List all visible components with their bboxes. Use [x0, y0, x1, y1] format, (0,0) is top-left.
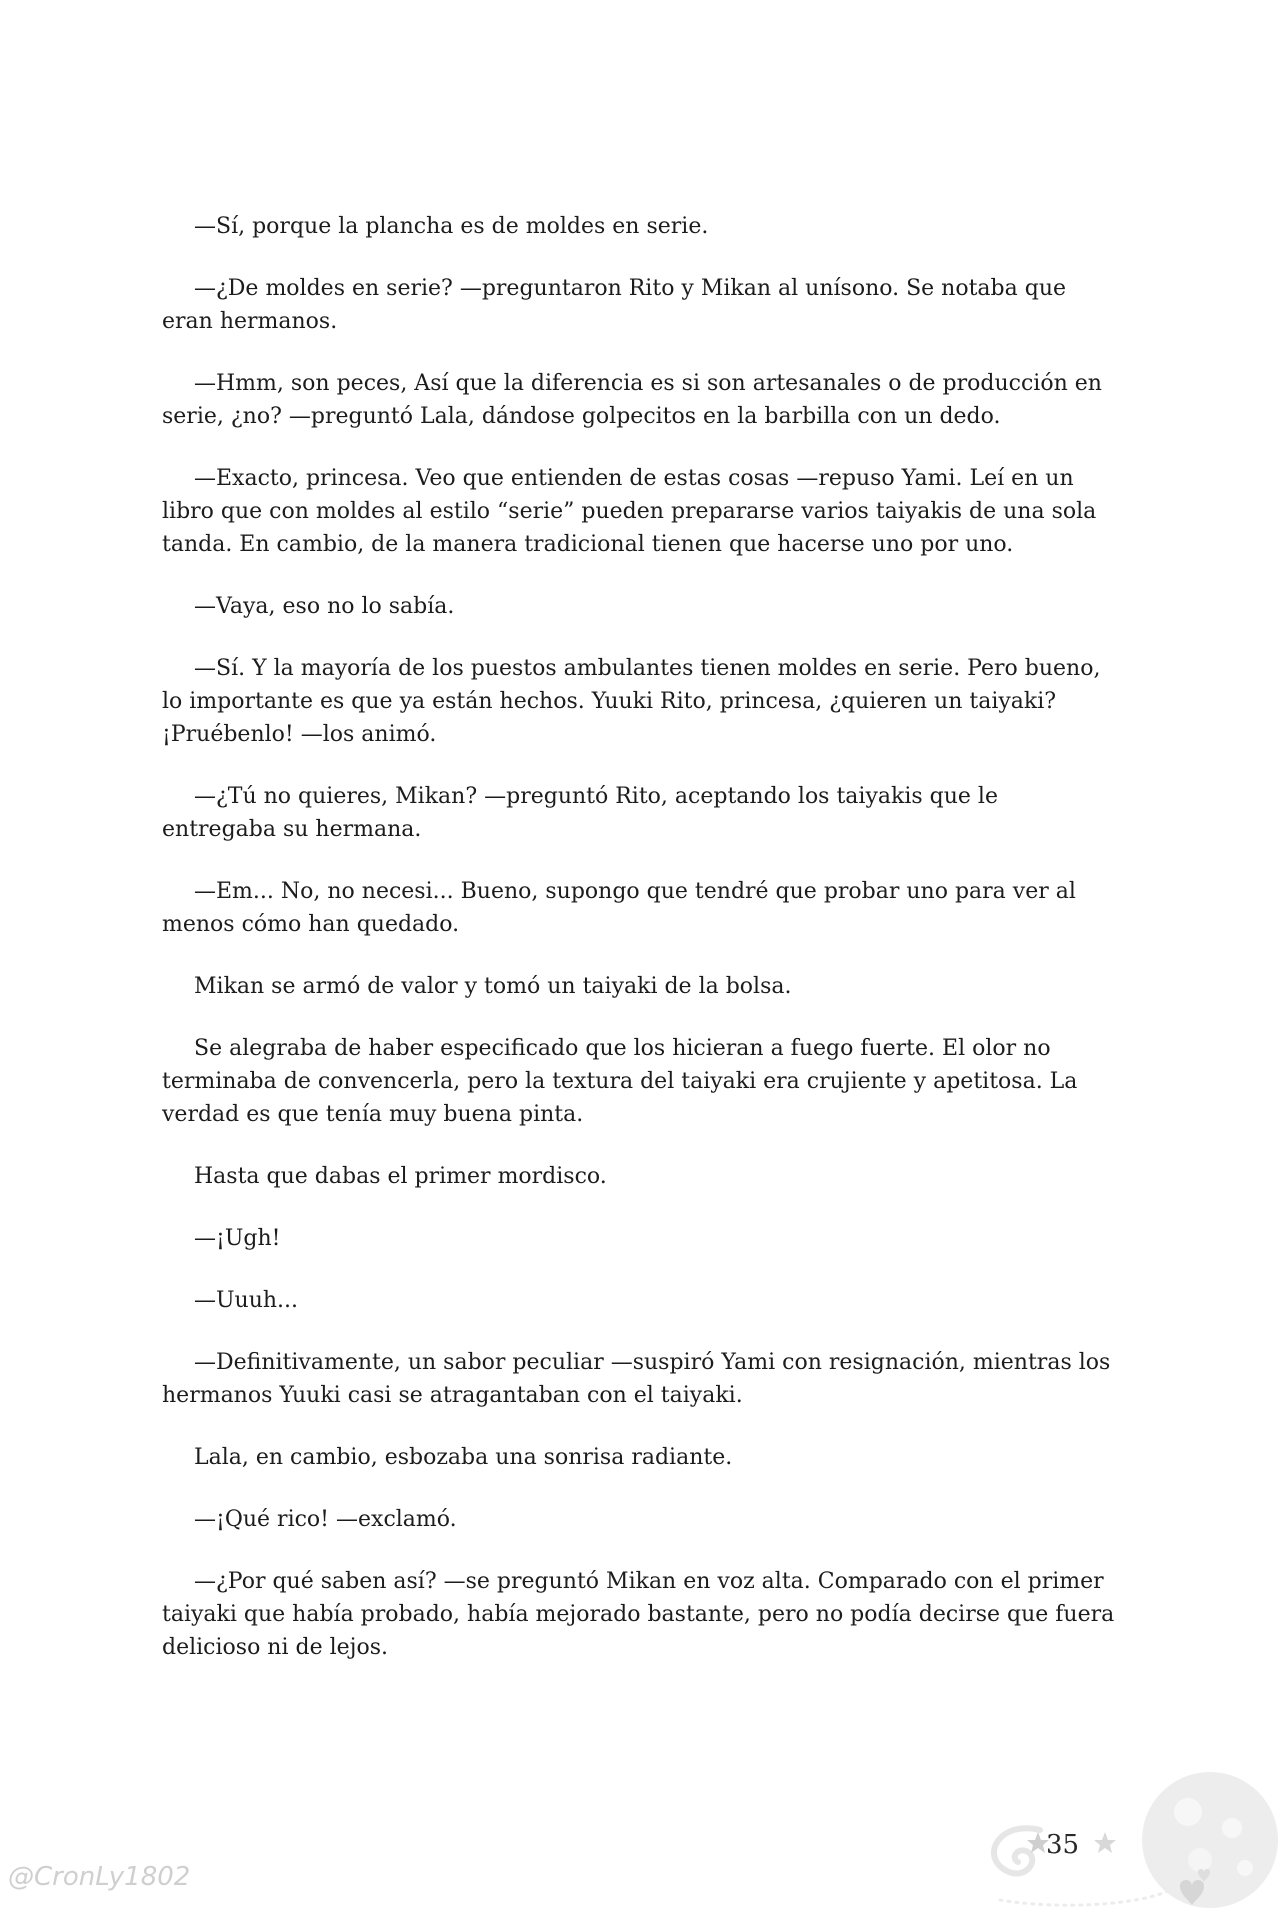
paragraph: —Definitivamente, un sabor peculiar —suspiró Yami con resignación, mientras los hermanos Yuuki casi se atragantaban con el taiyaki.	[162, 1350, 1111, 1408]
paragraph: —¿Tú no quieres, Mikan? —preguntó Rito, aceptando los taiyakis que le entregaba su hermana.	[162, 784, 998, 842]
paragraph: —Exacto, princesa. Veo que entienden de estas cosas —repuso Yami. Leí en un libro que con moldes al estilo “serie” pueden prepararse varios taiyakis de una sola tanda. En cambio, de la manera tradicional tienen que hacerse uno por uno.	[162, 466, 1097, 557]
footer-ornament	[960, 1760, 1280, 1922]
paragraph: —Em... No, no necesi... Bueno, supongo que tendré que probar uno para ver al menos cómo han quedado.	[162, 879, 1076, 937]
paragraph: Lala, en cambio, esbozaba una sonrisa radiante.	[194, 1445, 733, 1470]
paragraph: —Sí, porque la plancha es de moldes en serie.	[194, 214, 709, 239]
page-number: 35	[1046, 1830, 1080, 1860]
star-icon	[1094, 1832, 1116, 1853]
watermark: @CronLy1802	[8, 1862, 191, 1892]
dotted-line-ornament	[1000, 1890, 1170, 1905]
paragraph: Se alegraba de haber especificado que los hicieran a fuego fuerte. El olor no terminaba de convencerla, pero la textura del taiyaki era crujiente y apetitosa. La verdad es que tenía muy buena pinta.	[162, 1036, 1078, 1127]
paragraph: —¿Por qué saben así? —se preguntó Mikan en voz alta. Comparado con el primer taiyaki que había probado, había mejorado bastante, pero no podía decirse que fuera delicioso ni de lejos.	[162, 1569, 1115, 1660]
page-body	[162, 210, 1117, 1693]
paragraph: —Uuuh...	[194, 1288, 299, 1313]
paragraph: —¡Qué rico! —exclamó.	[194, 1507, 457, 1532]
paragraph: Mikan se armó de valor y tomó un taiyaki de la bolsa.	[194, 974, 792, 999]
paragraph: —Vaya, eso no lo sabía.	[194, 594, 455, 619]
paragraph: —Hmm, son peces, Así que la diferencia es si son artesanales o de producción en serie, ¿no? —preguntó Lala, dándose golpecitos en la barbilla con un dedo.	[162, 371, 1102, 429]
paragraph: Hasta que dabas el primer mordisco.	[194, 1164, 607, 1189]
paragraph: —Sí. Y la mayoría de los puestos ambulantes tienen moldes en serie. Pero bueno, lo importante es que ya están hechos. Yuuki Rito, princesa, ¿quieren un taiyaki?¡Pruébenlo! —los animó.	[162, 656, 1101, 747]
paragraph: —¡Ugh!	[194, 1226, 281, 1251]
paragraph: —¿De moldes en serie? —preguntaron Rito y Mikan al unísono. Se notaba que eran hermanos.	[162, 276, 1067, 334]
moon-icon	[1142, 1772, 1278, 1908]
